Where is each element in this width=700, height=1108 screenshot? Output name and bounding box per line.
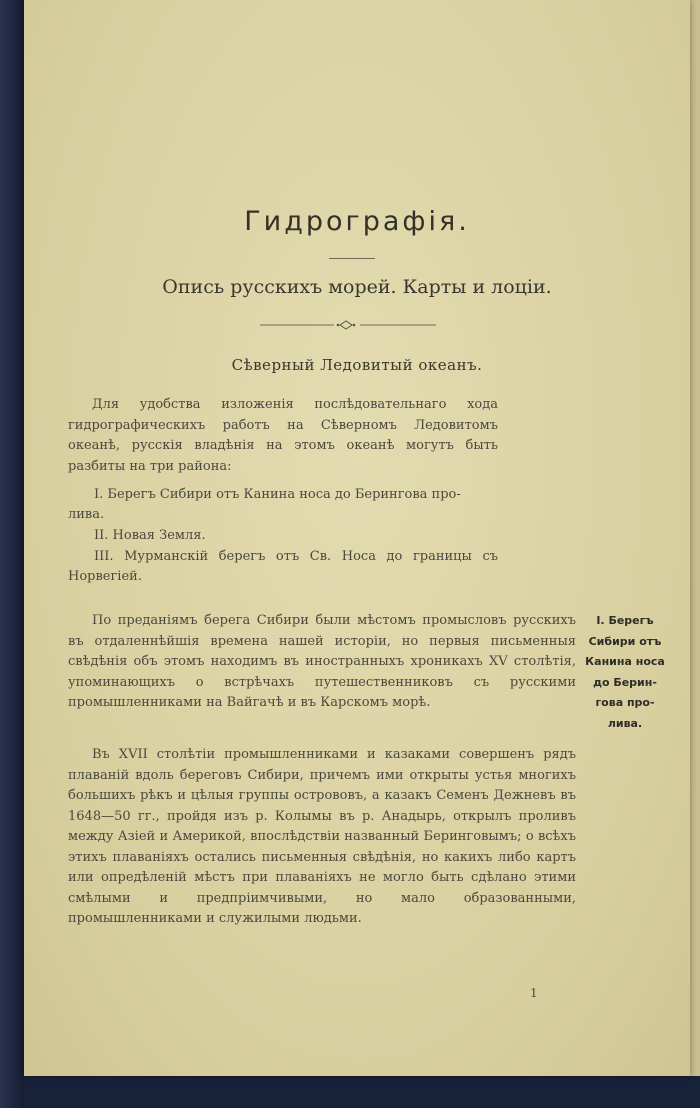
body-paragraph-3: Въ XVII столѣтіи промышленниками и казаками совершенъ рядъ плаваній вдоль береговъ Сибири, причемъ ими открыты устья многихъ большихъ рѣкъ и цѣлыя группы острововъ, а казакъ Семенъ Дежневъ въ 1648—50 гг., пройдя изъ р. Колымы въ р. Анадырь, открылъ проливъ между Азіей и Америкой, впослѣдствіи названный Беринговымъ; о всѣхъ этихъ плаваніяхъ остались письменныя свѣдѣнія, но какихъ либо картъ или опредѣленій мѣстъ при плаваніяхъ не могло быть сдѣлано этими смѣлыми и предпріимчивыми, но мало образованными, промышленниками и служилыми людьми. <box>68 747 576 926</box>
title-rule <box>329 258 375 259</box>
body-paragraph-2: По преданіямъ берега Сибири были мѣстомъ промысловъ русскихъ въ отдаленнѣйшія времена нашей исторіи, но первыя письменныя свѣдѣнія объ этомъ находимъ въ иностранныхъ хроникахъ XV столѣтія, упоминающихъ о встрѣчахъ путешественниковъ съ русскими промышленниками на Вайгачѣ и въ Карскомъ морѣ. <box>68 613 576 710</box>
page-title: Гидрографія. <box>244 206 470 237</box>
section-heading: Сѣверный Ледовитый океанъ. <box>231 356 483 374</box>
document-page <box>24 0 690 1076</box>
region-item-2: II. Новая Земля. <box>94 528 206 543</box>
book-edge-right <box>690 0 700 1108</box>
margin-note: I. Берегъ Сибири отъ Канина носа до Берин- гова про- лива. <box>585 614 665 730</box>
book-edge-left <box>0 0 24 1108</box>
ornament-divider <box>260 318 436 332</box>
region-item-3-continued: Норвегіей. <box>68 569 142 584</box>
page-number: 1 <box>530 986 538 1000</box>
region-item-3: III. Мурманскій берегъ отъ Св. Носа до границы съ <box>94 549 498 564</box>
page-subtitle: Опись русскихъ морей. Карты и лоціи. <box>162 276 552 298</box>
intro-paragraph: Для удобства изложенія послѣдовательнаго хода гидрографическихъ работъ на Сѣверномъ Ледовитомъ океанѣ, русскія владѣнія на этомъ океанѣ могутъ быть разбиты на три района: <box>68 397 498 474</box>
background-bottom <box>24 1076 700 1108</box>
region-item-1: I. Берегъ Сибири отъ Канина носа до Берингова про- <box>94 487 461 502</box>
region-item-1-continued: лива. <box>68 507 105 522</box>
